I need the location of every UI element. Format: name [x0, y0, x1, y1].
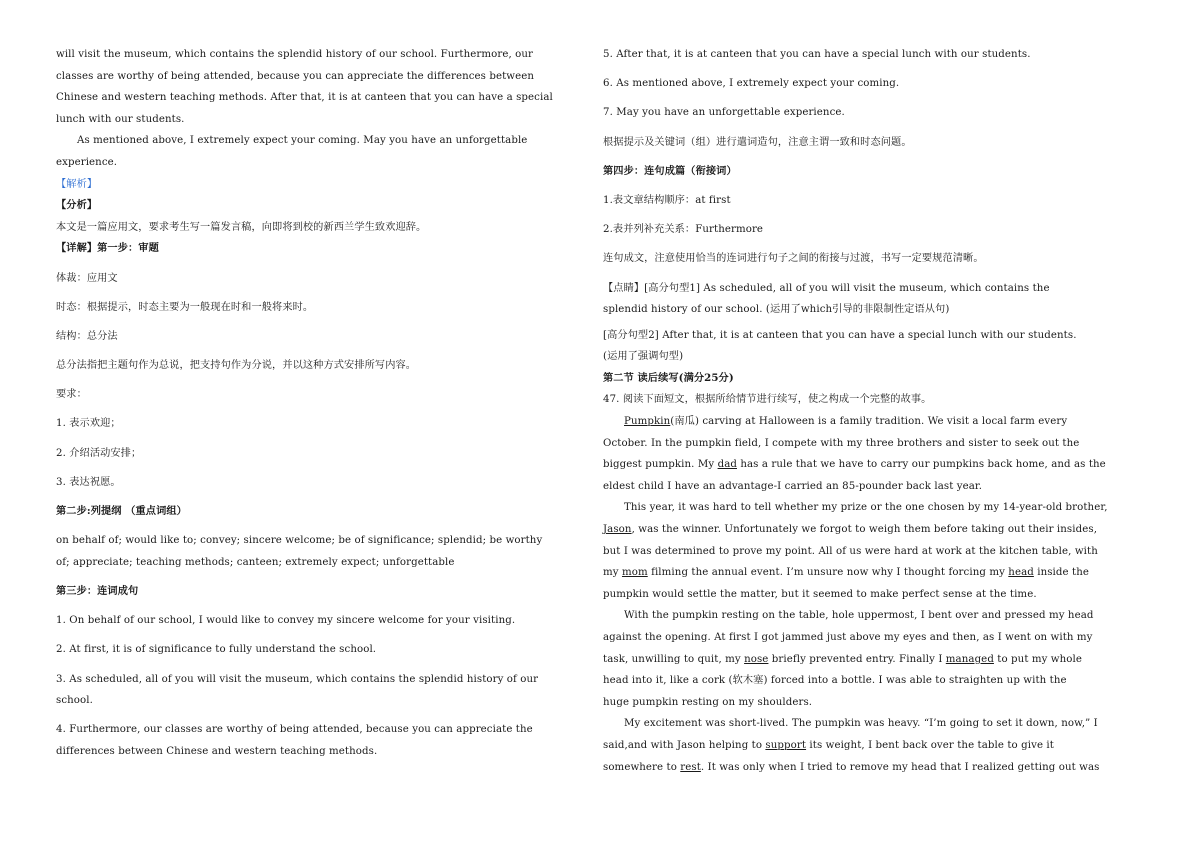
- answer-line: lunch with our students.: [56, 113, 185, 125]
- sentence-pattern-2-note: (运用了强调句型): [603, 351, 684, 363]
- story-line: head into it, like a cork (软木塞) forced into a bottle. I was able to straighten up with the: [603, 675, 1067, 687]
- step1-heading: 【详解】第一步：审题: [56, 242, 159, 255]
- story-text: inside the: [1033, 567, 1089, 579]
- note-line: 根据提示及关键词（组）进行遣词造句，注意主谓一致和时态问题。: [603, 136, 912, 148]
- story-line: With the pumpkin resting on the table, hole uppermost, I bent over and pressed my head: [624, 610, 1094, 622]
- underlined-word: nose: [744, 653, 769, 665]
- closing-line: As mentioned above, I extremely expect your coming. May you have an unforgettable: [77, 135, 528, 147]
- story-line: but I was determined to prove my point. All of us were hard at work at the kitchen table, with: [603, 545, 1098, 557]
- sentence-5: 5. After that, it is at canteen that you can have a special lunch with our students.: [603, 49, 1031, 60]
- sentence-6: 6. As mentioned above, I extremely expect your coming.: [603, 78, 900, 90]
- story-line: eldest child I have an advantage-I carried an 85-pounder back last year.: [603, 480, 983, 492]
- requirement-item: 1. 表示欢迎；: [56, 418, 121, 430]
- story-line: [603, 735, 1143, 757]
- story-line: [603, 562, 1143, 584]
- story-text: somewhere to: [603, 761, 681, 773]
- fenxi-heading: 【分析】: [56, 199, 98, 212]
- requirements-label: 要求：: [56, 389, 87, 401]
- step2-heading: 第二步:列提纲 （重点词组）: [56, 505, 187, 518]
- story-text: filming the annual event. I’m unsure now why I thought forcing my: [647, 567, 1009, 579]
- sentence-4: 4. Furthermore, our classes are worthy of being attended, because you can appreciate the: [56, 724, 533, 736]
- fenxi-text: 本文是一篇应用文，要求考生写一篇发言稿，向即将到校的新西兰学生致欢迎辞。: [56, 221, 427, 233]
- story-line: [603, 411, 1143, 433]
- underlined-word: support: [765, 739, 807, 751]
- step3-heading: 第三步：连词成句: [56, 585, 139, 597]
- answer-line: will visit the museum, which contains the splendid history of our school. Furthermore, our: [56, 49, 533, 60]
- tense-line: 时态：根据提示，时态主要为一般现在时和一般将来时。: [56, 301, 314, 313]
- story-line: This year, it was hard to tell whether my prize or the one chosen by my 14-year-old brother,: [624, 502, 1108, 514]
- underlined-word: dad: [717, 459, 737, 471]
- phrases-line: on behalf of; would like to; convey; sincere welcome; be of significance; splendid; be worthy: [56, 535, 543, 547]
- question-47: 47. 阅读下面短文，根据所给情节进行续写，使之构成一个完整的故事。: [603, 394, 932, 406]
- underlined-word: mom: [621, 567, 648, 579]
- right-column: [603, 44, 1143, 778]
- connective-1: 1.表文章结构顺序：at first: [603, 194, 731, 206]
- sentence-pattern-2: [高分句型2] After that, it is at canteen that you can have a special lunch with our students.: [603, 329, 1077, 341]
- story-line: My excitement was short-lived. The pumpkin was heavy. “I’m going to set it down, now,” I: [624, 718, 1098, 730]
- story-line: against the opening. At first I got jammed just above my eyes and then, as I went on with my: [603, 632, 1093, 643]
- requirement-item: 2. 介绍活动安排；: [56, 447, 142, 459]
- answer-line: classes are worthy of being attended, because you can appreciate the differences between: [56, 70, 535, 82]
- connective-2: 2.表并列补充关系：Furthermore: [603, 224, 764, 236]
- story-text: biggest pumpkin. My: [603, 459, 718, 471]
- story-text: briefly prevented entry. Finally I: [768, 653, 946, 665]
- answer-line: Chinese and western teaching methods. After that, it is at canteen that you can have a special: [56, 92, 553, 104]
- sentence-1: 1. On behalf of our school, I would like to convey my sincere welcome for your visiting.: [56, 615, 516, 627]
- story-line: October. In the pumpkin field, I compete with my three brothers and sister to seek out the: [603, 437, 1080, 449]
- story-text: (南瓜) carving at Halloween is a family tradition. We visit a local farm every: [670, 416, 1068, 428]
- requirement-item: 3. 表达祝愿。: [56, 476, 121, 488]
- sentence-3-cont: school.: [56, 695, 93, 707]
- sentence-3: 3. As scheduled, all of you will visit the museum, which contains the splendid history of our: [56, 673, 539, 685]
- story-text: said,and with Jason helping to: [603, 739, 766, 751]
- story-text: my: [603, 567, 622, 579]
- dianjing-line: 【点睛】[高分句型1] As scheduled, all of you will visit the museum, which contains the: [603, 282, 1050, 294]
- underlined-word: rest: [680, 761, 701, 773]
- section-heading: 第二节 读后续写(满分25分): [603, 371, 734, 384]
- step4-heading: 第四步：连句成篇（衔接词）: [603, 164, 737, 177]
- story-line: pumpkin would settle the matter, but it seemed to make perfect sense at the time.: [603, 588, 1037, 600]
- story-text: , was the winner. Unfortunately we forgot to weigh them before taking out their insides,: [631, 524, 1098, 536]
- story-text: to put my whole: [993, 653, 1083, 665]
- story-line: [603, 454, 1143, 476]
- sentence-7: 7. May you have an unforgettable experience.: [603, 107, 845, 119]
- story-line: [603, 649, 1143, 671]
- structure-desc: 总分法指把主题句作为总说，把支持句作为分说，并以这种方式安排所写内容。: [56, 360, 417, 372]
- left-column: [56, 44, 578, 763]
- underlined-word: Jason: [603, 524, 632, 536]
- underlined-word: head: [1008, 567, 1034, 579]
- story-line: huge pumpkin resting on my shoulders.: [603, 696, 813, 708]
- story-text: task, unwilling to quit, my: [603, 653, 745, 665]
- story-text: has a rule that we have to carry our pumpkins back home, and as the: [737, 459, 1106, 471]
- dianjing-line: splendid history of our school. (运用了which引导的非限制性定语从句): [603, 304, 950, 316]
- connective-note: 连句成文，注意使用恰当的连词进行句子之间的衔接与过渡，书写一定要规范清晰。: [603, 253, 984, 265]
- story-text: . It was only when I tried to remove my head that I realized getting out was: [700, 761, 1100, 773]
- closing-line: experience.: [56, 156, 118, 168]
- story-text: its weight, I bent back over the table to give it: [806, 739, 1054, 751]
- jiexi-heading: 【解析】: [56, 178, 98, 190]
- structure-line: 结构：总分法: [56, 330, 118, 342]
- story-line: [603, 519, 1143, 541]
- genre-line: 体裁：应用文: [56, 272, 118, 284]
- underlined-word: managed: [945, 653, 994, 665]
- story-line: [603, 757, 1143, 779]
- sentence-2: 2. At first, it is of significance to fully understand the school.: [56, 644, 377, 656]
- phrases-line: of; appreciate; teaching methods; canteen; extremely expect; unforgettable: [56, 556, 455, 568]
- sentence-4-cont: differences between Chinese and western teaching methods.: [56, 745, 378, 757]
- underlined-word: Pumpkin: [624, 416, 671, 428]
